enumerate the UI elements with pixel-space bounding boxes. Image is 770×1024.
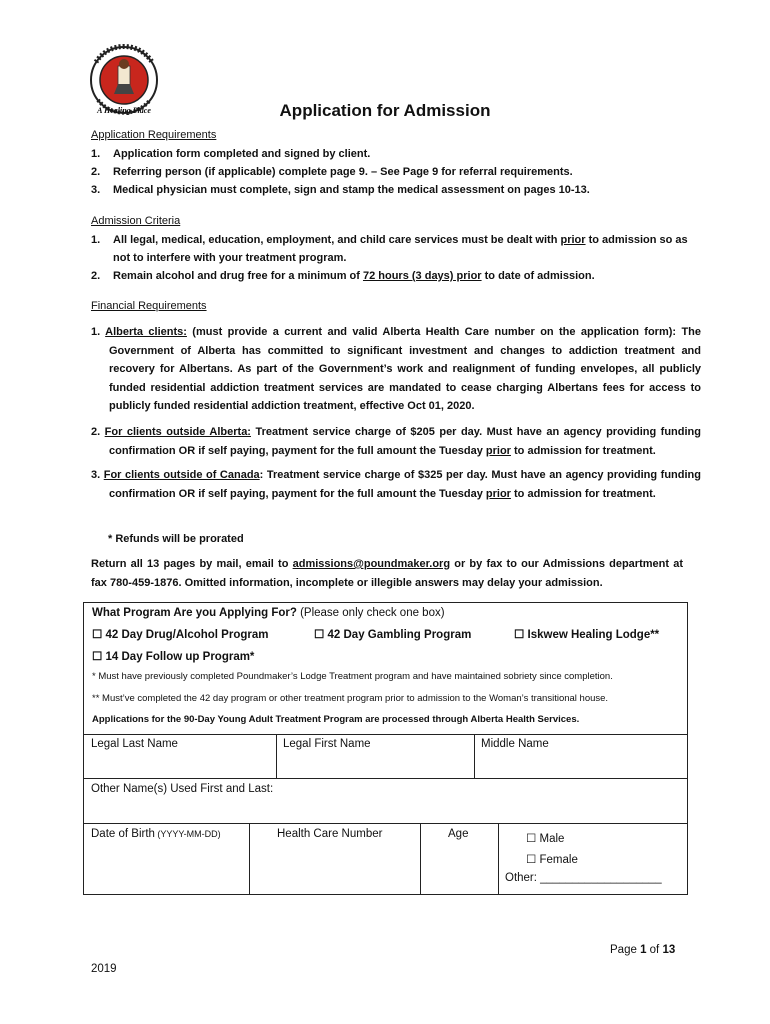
checkbox-icon[interactable]: ☐ [526,854,537,866]
program-note: * Must have previously completed Poundmaker’s Lodge Treatment program and have maintained sobriety since completion. [92,671,613,682]
criteria-item: 2. Remain alcohol and drug free for a minimum of 72 hours (3 days) prior to date of admission. [91,270,595,282]
other-names-field[interactable]: Other Name(s) Used First and Last: [91,783,274,795]
gender-male-option[interactable]: ☐ Male [526,833,565,845]
middle-name-field[interactable]: Middle Name [481,738,549,750]
document-year: 2019 [91,963,117,975]
refund-note: * Refunds will be prorated [108,533,244,545]
page-title: Application for Admission [279,101,491,120]
requirements-item: 3. Medical physician must complete, sign and stamp the medical assessment on pages 10-13. [91,184,590,196]
gender-female-option[interactable]: ☐ Female [526,854,578,866]
option-iskwew[interactable]: ☐ Iskwew Healing Lodge** [514,629,660,641]
option-gambling[interactable]: ☐ 42 Day Gambling Program [314,629,472,641]
program-selection-box [83,602,688,735]
age-field[interactable]: Age [448,828,469,840]
program-note: Applications for the 90-Day Young Adult Treatment Program are processed through Alberta Health Services. [92,714,580,725]
financial-outside-alberta-paragraph: 2. For clients outside Alberta: Treatment service charge of $205 per day. Must have an agency providing funding confirmation OR if self paying, payment for the full amount the Tuesday prior to admission for treatment. [91,426,701,457]
financial-heading: Financial Requirements [91,300,207,312]
option-follow-up[interactable]: ☐ 14 Day Follow up Program* [92,651,255,663]
logo-tagline: A Healing Place [97,106,151,115]
financial-alberta-paragraph: 1. Alberta clients: (must provide a current and valid Alberta Health Care number on the application form): The Government of Alberta has committed to significant investment and changes to addiction treatment and recovery for Albertans. As part of the Government’s work and realignment of funding envelopes, all publicly funded residential addiction treatment services are mandated to cease charging Albertans fees for access to publicly funded residential addiction treatment, effective Oct 01, 2020. [91,326,701,412]
personal-info-form [83,734,688,895]
requirements-item: 2. Referring person (if applicable) complete page 9. – See Page 9 for referral requirements. [91,166,573,178]
program-question: What Program Are you Applying For? (Please only check one box) [92,607,445,619]
criteria-item: 1. All legal, medical, education, employment, and child care services must be dealt with prior to admission so as not to interfere with your treatment program. [91,234,688,264]
date-of-birth-field[interactable]: Date of Birth (YYYY-MM-DD) [91,828,221,840]
checkbox-icon[interactable]: ☐ [92,629,103,641]
requirements-heading: Application Requirements [91,129,217,141]
requirements-item: 1. Application form completed and signed by client. [91,148,371,160]
checkbox-icon[interactable]: ☐ [92,651,103,663]
financial-outside-canada-paragraph: 3. For clients outside of Canada: Treatment service charge of $325 per day. Must have an agency providing funding confirmation OR if self paying, payment for the full amount the Tuesday prior to admission for treatment. [91,469,701,500]
first-name-field[interactable]: Legal First Name [283,738,371,750]
checkbox-icon[interactable]: ☐ [514,629,525,641]
program-note: ** Must’ve completed the 42 day program or other treatment program prior to admission to the Woman’s transitional house. [92,693,609,704]
email-link[interactable]: admissions@poundmaker.org [292,558,451,570]
page-number: Page 1 of 13 [610,944,676,956]
criteria-heading: Admission Criteria [91,215,181,227]
gender-other-field[interactable]: Other: ___________________ [505,872,662,884]
health-care-number-field[interactable]: Health Care Number [277,828,383,840]
last-name-field[interactable]: Legal Last Name [91,738,178,750]
checkbox-icon[interactable]: ☐ [526,833,537,845]
return-instructions: Return all 13 pages by mail, email to admissions@poundmaker.org or by fax to our Admissions department at fax 780-459-1876. Omitted information, incomplete or illegible answers may delay your admission. [91,558,683,589]
option-drug-alcohol[interactable]: ☐ 42 Day Drug/Alcohol Program [92,629,269,641]
checkbox-icon[interactable]: ☐ [314,629,325,641]
